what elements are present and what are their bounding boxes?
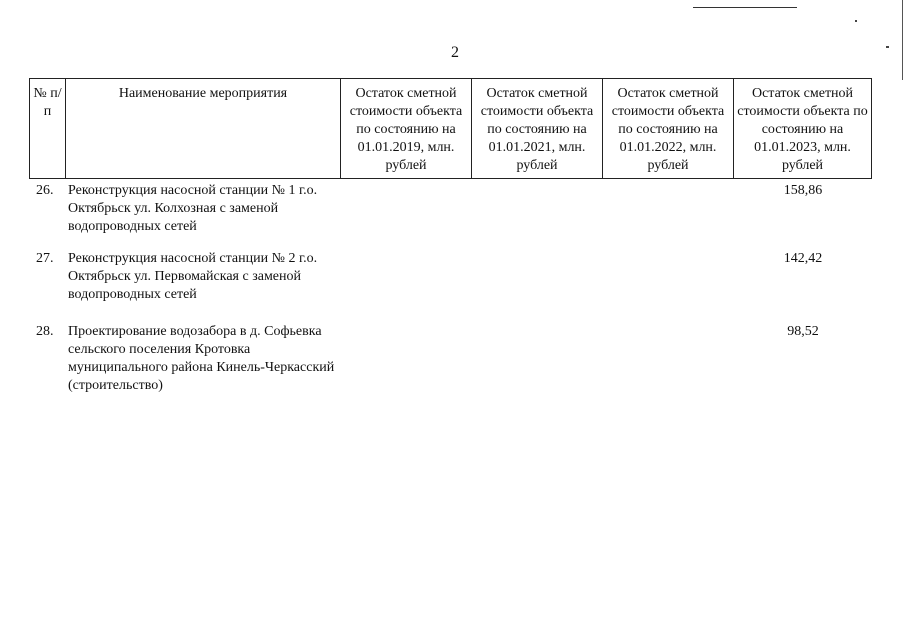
header-num: № п/п [30,79,66,179]
scan-mark-line [693,7,797,8]
row-number: 26. [36,183,54,198]
row-value-2023: 158,86 [783,183,823,198]
row-name: Реконструкция насосной станции № 1 г.о. Октябрьск ул. Колхозная с заменой водопроводных сетей [68,183,318,234]
header-col-2021: Остаток сметной стоимости объекта по состоянию на 01.01.2021, млн. рублей [472,79,603,179]
scan-speck [855,20,857,22]
header-col-2023: Остаток сметной стоимости объекта по состоянию на 01.01.2023, млн. рублей [734,79,872,179]
page-number: 2 [451,44,459,61]
table-header [29,78,872,179]
header-col-2019: Остаток сметной стоимости объекта по состоянию на 01.01.2019, млн. рублей [341,79,472,179]
table-row [0,182,905,242]
table-row [0,250,905,310]
header-name: Наименование мероприятия [66,79,341,179]
row-name: Реконструкция насосной станции № 2 г.о. Октябрьск ул. Первомайская с заменой водопроводных сетей [68,251,318,302]
scan-speck [886,46,889,48]
row-name: Проектирование водозабора в д. Софьевка сельского поселения Кротовка муниципального района Кинель-Черкасский (строительство) [68,324,335,393]
row-number: 27. [36,251,54,266]
header-col-2022: Остаток сметной стоимости объекта по состоянию на 01.01.2022, млн. рублей [603,79,734,179]
scan-edge-line [902,0,903,80]
row-number: 28. [36,324,54,339]
row-value-2023: 142,42 [783,251,823,266]
row-value-2023: 98,52 [787,324,819,339]
header-row [30,79,872,179]
table-row [0,323,905,398]
